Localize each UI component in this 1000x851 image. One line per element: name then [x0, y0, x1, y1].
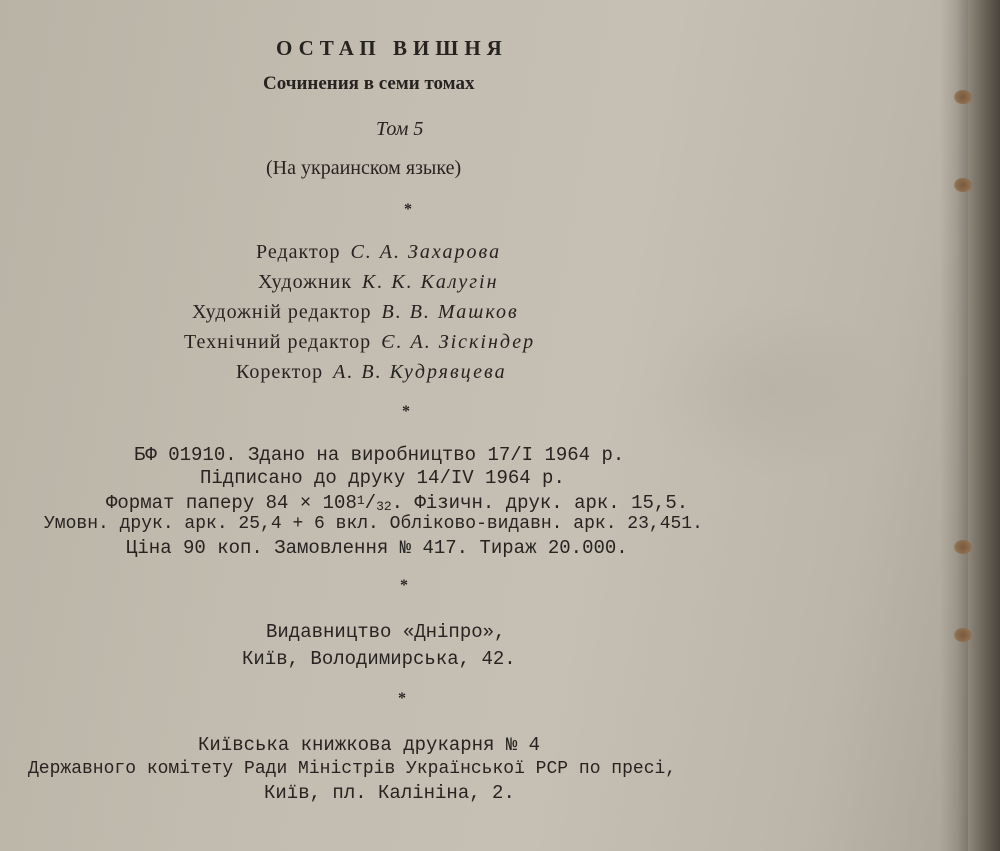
- credit-row-art-editor: [192, 300, 519, 324]
- binding-thread-mark: [954, 628, 972, 642]
- printer-line-1: Київська книжкова друкарня № 4: [198, 734, 541, 756]
- credit-name: А. В. Кудрявцева: [333, 361, 507, 383]
- credit-label: Технічний редактор: [184, 331, 372, 353]
- production-line-1: БФ 01910. Здано на виробництво 17/I 1964 р.: [134, 444, 625, 466]
- book-spine: [968, 0, 1000, 851]
- publisher-line-2: Київ, Володимирська, 42.: [242, 648, 516, 670]
- credit-row-editor: [256, 240, 501, 264]
- printer-line-2: Державного комітету Ради Міністрів Української РСР по пресі,: [28, 759, 677, 779]
- credit-label: Художник: [258, 271, 353, 293]
- credit-row-artist: [258, 270, 499, 294]
- production-line-4: Умовн. друк. арк. 25,4 + 6 вкл. Обліково-видавн. арк. 23,451.: [44, 514, 703, 534]
- printer-line-3: Київ, пл. Калініна, 2.: [264, 782, 515, 804]
- language-note: (На украинском языке): [266, 157, 462, 179]
- credit-name: С. А. Захарова: [350, 241, 502, 263]
- production-line-2: Підписано до друку 14/IV 1964 р.: [200, 467, 565, 489]
- production-line-5: Ціна 90 коп. Замовлення № 417. Тираж 20.000.: [126, 537, 628, 559]
- binding-thread-mark: [954, 178, 972, 192]
- credit-label: Редактор: [256, 241, 341, 263]
- series-subtitle: Сочинения в семи томах: [263, 73, 475, 94]
- credit-name: К. К. Калугін: [362, 271, 499, 293]
- author-title: ОСТАП ВИШНЯ: [276, 36, 508, 60]
- format-text-after: . Фізичн. друк. арк. 15,5.: [391, 492, 689, 514]
- separator-star: *: [402, 403, 410, 420]
- volume-number: Том 5: [376, 118, 424, 140]
- binding-thread-mark: [954, 90, 972, 104]
- credit-row-proofreader: [236, 360, 507, 384]
- format-fraction-numerator: 1: [356, 493, 365, 508]
- paper-texture: [640, 300, 900, 480]
- page-edge-shadow: [940, 0, 968, 851]
- credit-row-technical-editor: [184, 330, 535, 354]
- credit-name: В. В. Машков: [381, 301, 519, 323]
- separator-star: *: [400, 577, 408, 594]
- credit-name: Є. А. Зіскіндер: [381, 331, 536, 353]
- format-text: Формат паперу 84 × 108: [106, 492, 357, 514]
- credit-label: Коректор: [236, 361, 324, 383]
- binding-thread-mark: [954, 540, 972, 554]
- separator-star: *: [404, 201, 412, 218]
- format-fraction-slash: /: [364, 492, 377, 514]
- format-fraction-denominator: 32: [376, 499, 392, 514]
- separator-star: *: [398, 690, 406, 707]
- credit-label: Художній редактор: [192, 301, 372, 323]
- publisher-line-1: Видавництво «Дніпро»,: [266, 621, 506, 643]
